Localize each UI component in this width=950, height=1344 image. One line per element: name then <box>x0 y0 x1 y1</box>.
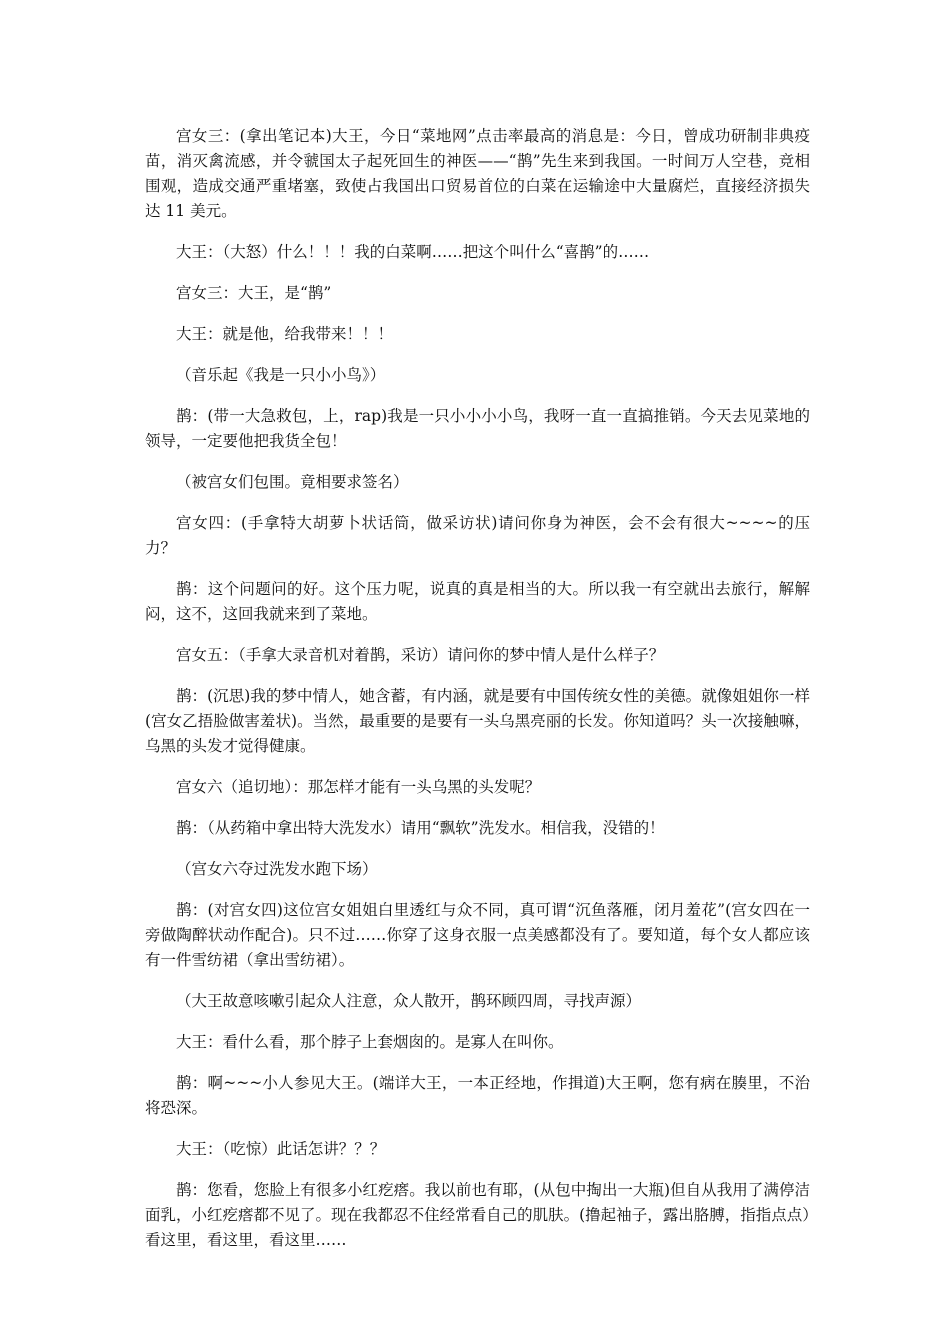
paragraph: 大王：（吃惊）此话怎讲？？？ <box>176 1140 386 1158</box>
paragraph: 宫女三：大王，是“鹊” <box>176 284 332 302</box>
paragraph: 大王：（大怒）什么！！！我的白菜啊……把这个叫什么“喜鹊”的…… <box>176 243 650 261</box>
paragraph: 鹊：(沉思)我的梦中情人，她含蓄，有内涵，就是要有中国传统女性的美德。就像姐姐你一样(宫女乙捂脸做害羞状)。当然，最重要的是要有一头乌黑亮丽的长发。你知道吗？头一次接触嘛，乌黑的头发才觉得健康。 <box>145 687 810 755</box>
paragraph: 宫女三：(拿出笔记本)大王，今日“菜地网”点击率最高的消息是：今日，曾成功研制非典疫苗，消灭禽流感，并令虢国太子起死回生的神医——“鹊”先生来到我国。一时间万人空巷，竞相围观，造成交通严重堵塞，致使占我国出口贸易首位的白菜在运输途中大量腐烂，直接经济损失达 11 美元。 <box>145 127 810 220</box>
paragraph: 宫女六（追切地）：那怎样才能有一头乌黑的头发呢？ <box>176 778 541 796</box>
paragraph: 鹊：(带一大急救包，上，rap)我是一只小小小小鸟，我呀一直一直搞推销。今天去见菜地的领导，一定要他把我货全包！ <box>145 407 810 450</box>
paragraph: （宫女六夺过洗发水跑下场） <box>176 860 378 878</box>
document-body <box>145 124 810 1269</box>
paragraph: （大王故意咳嗽引起众人注意，众人散开，鹊环顾四周，寻找声源） <box>176 992 642 1010</box>
paragraph: 鹊：啊~~~小人参见大王。(端详大王，一本正经地，作揖道)大王啊，您有病在腠里，不治将恐深。 <box>145 1074 810 1117</box>
paragraph: 鹊：您看，您脸上有很多小红疙瘩。我以前也有耶，(从包中掏出一大瓶)但自从我用了满停洁面乳，小红疙瘩都不见了。现在我都忍不住经常看自己的肌肤。(撸起袖子，露出胳膊，指指点点）看这里，看这里，看这里…… <box>145 1181 810 1249</box>
paragraph: 鹊：(对宫女四)这位宫女姐姐白里透红与众不同，真可谓“沉鱼落雁，闭月羞花”(宫女四在一旁做陶醉状动作配合)。只不过……你穿了这身衣服一点美感都没有了。要知道，每个女人都应该有一件雪纺裙（拿出雪纺裙）。 <box>145 901 810 969</box>
paragraph: 大王：看什么看，那个脖子上套烟囱的。是寡人在叫你。 <box>176 1033 564 1051</box>
paragraph: 宫女五：（手拿大录音机对着鹊，采访）请问你的梦中情人是什么样子？ <box>176 646 665 664</box>
paragraph: 大王：就是他，给我带来！！！ <box>176 325 394 343</box>
paragraph: （被宫女们包围。竟相要求签名） <box>176 473 409 491</box>
paragraph: 宫女四：(手拿特大胡萝卜状话筒，做采访状)请问你身为神医，会不会有很大~~~~的压力？ <box>145 514 810 557</box>
paragraph: （音乐起《我是一只小小鸟》） <box>176 366 386 384</box>
paragraph: 鹊：这个问题问的好。这个压力呢，说真的真是相当的大。所以我一有空就出去旅行，解解闷，这不，这回我就来到了菜地。 <box>145 580 810 623</box>
paragraph: 鹊：（从药箱中拿出特大洗发水）请用“飘软”洗发水。相信我，没错的！ <box>176 819 665 837</box>
